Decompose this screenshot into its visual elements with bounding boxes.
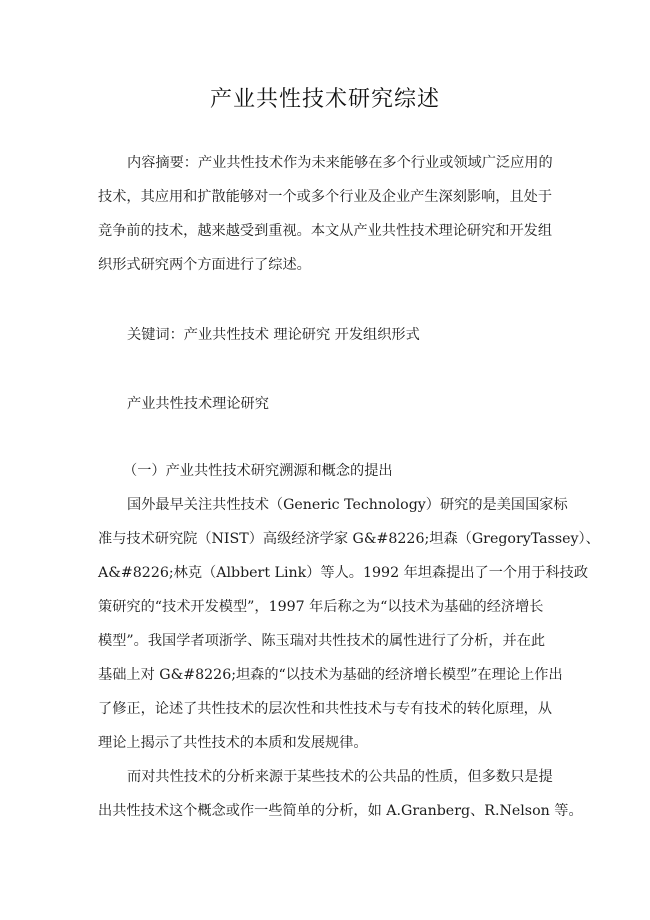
body-line-8: 理论上揭示了共性技术的本质和发展规律。	[98, 735, 368, 751]
abstract-line-4: 织形式研究两个方面进行了综述。	[98, 257, 311, 273]
body-line-9: 而对共性技术的分析来源于某些技术的公共品的性质，但多数只是提	[127, 769, 553, 785]
subsection-heading: （一）产业共性技术研究溯源和概念的提出	[123, 463, 393, 479]
abstract-line-3: 竞争前的技术，越来越受到重视。本文从产业共性技术理论研究和开发组	[98, 223, 553, 239]
document-title: 产业共性技术研究综述	[209, 87, 440, 112]
body-line-3: A&#8226;林克（Albbert Link）等人。1992 年坦森提出了一个用于科技政	[98, 565, 589, 581]
abstract-line-2: 技术，其应用和扩散能够对一个或多个行业及企业产生深刻影响，且处于	[98, 189, 553, 205]
body-line-1: 国外最早关注共性技术（Generic Technology）研究的是美国国家标	[127, 497, 568, 513]
body-line-10: 出共性技术这个概念或作一些简单的分析，如 A.Granberg、R.Nelson 等。	[98, 803, 583, 819]
body-line-2: 准与技术研究院（NIST）高级经济学家 G&#8226;坦森（GregoryTassey）、	[98, 531, 600, 547]
keywords-line: 关键词：产业共性技术 理论研究 开发组织形式	[127, 327, 420, 343]
body-line-5: 模型”。我国学者项浙学、陈玉瑞对共性技术的属性进行了分析，并在此	[98, 633, 546, 649]
body-line-4: 策研究的“技术开发模型”，1997 年后称之为“以技术为基础的经济增长	[98, 599, 544, 615]
section-heading: 产业共性技术理论研究	[127, 396, 269, 412]
abstract-line-1: 内容摘要：产业共性技术作为未来能够在多个行业或领域广泛应用的	[127, 155, 553, 171]
body-line-6: 基础上对 G&#8226;坦森的“以技术为基础的经济增长模型”在理论上作出	[98, 667, 563, 683]
body-line-7: 了修正，论述了共性技术的层次性和共性技术与专有技术的转化原理，从	[98, 701, 553, 717]
